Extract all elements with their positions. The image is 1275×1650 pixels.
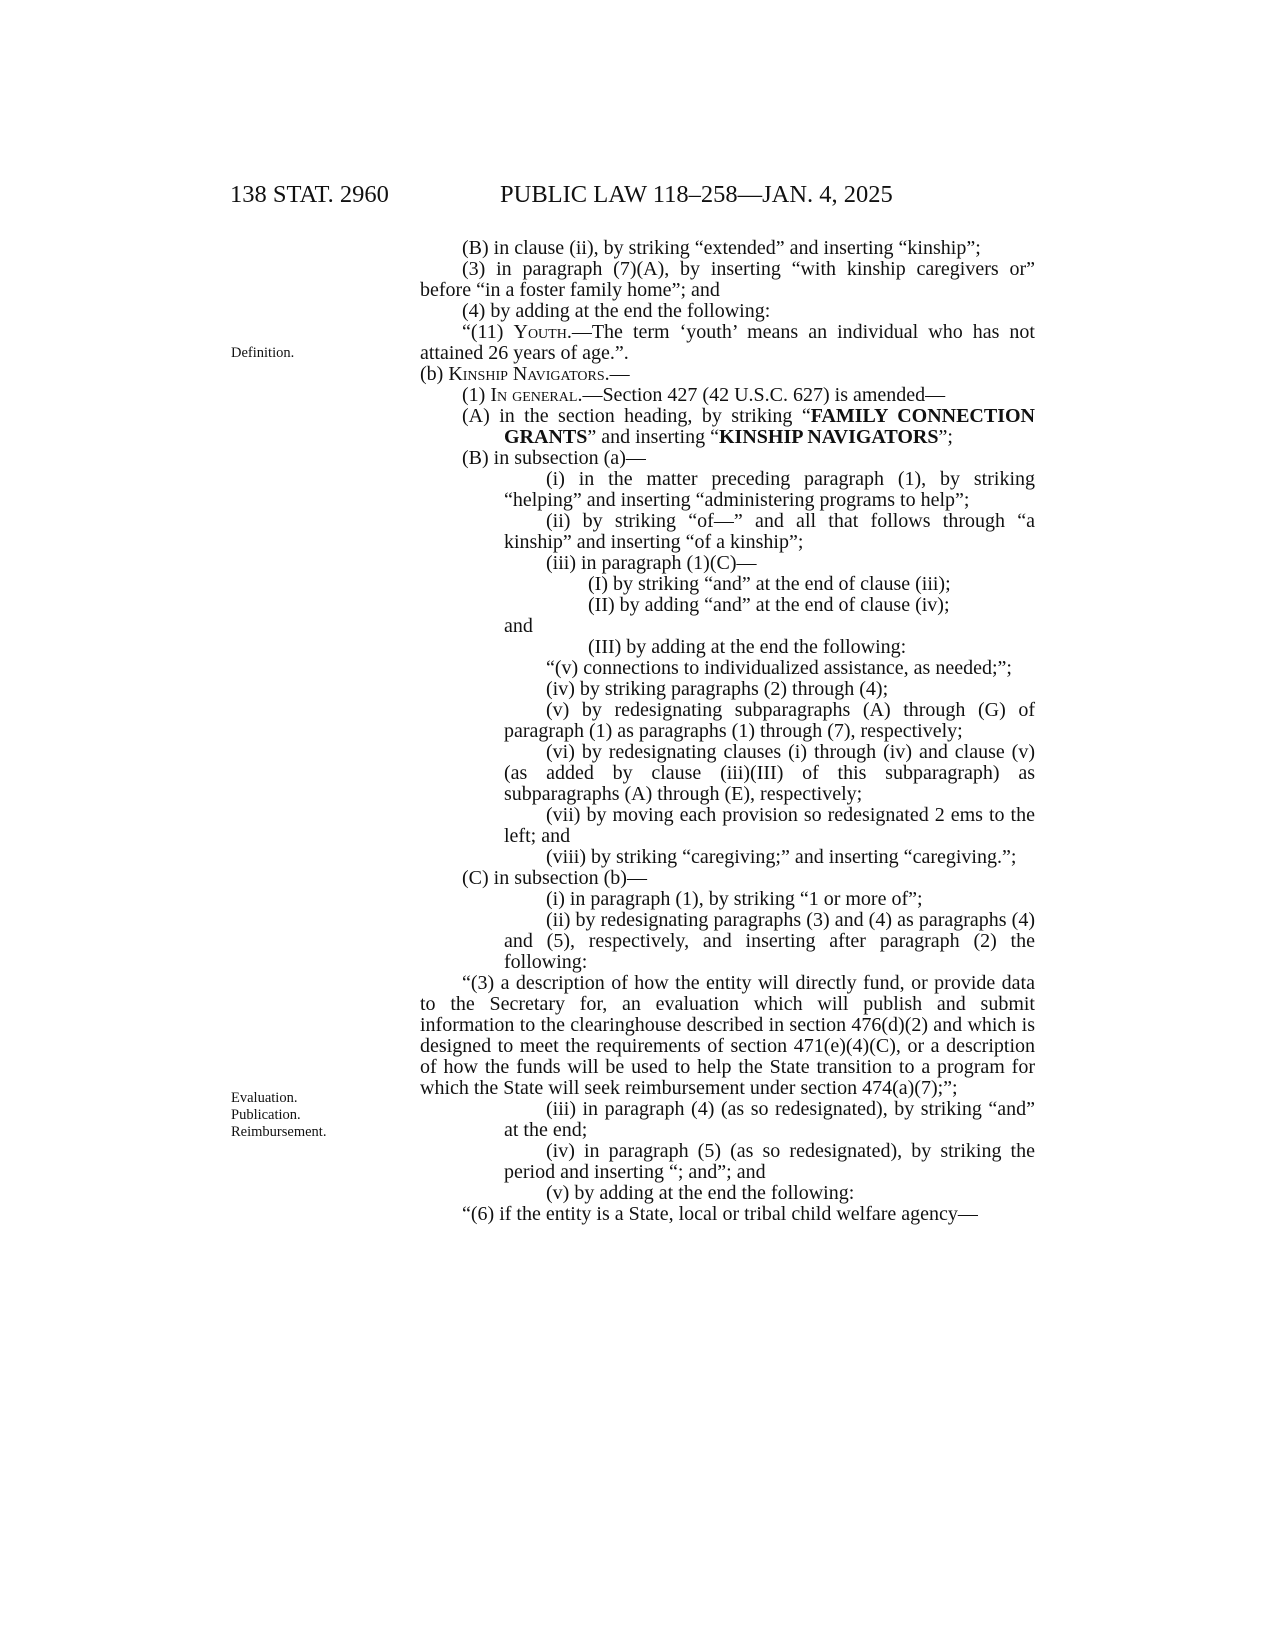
defined-term-heading: Youth: [513, 321, 567, 343]
definition-youth: “(11) Youth.—The term ‘youth’ means an individual who has not attained 26 years of age.”.: [420, 321, 1035, 364]
margin-note-definition: [231, 345, 401, 362]
paragraph-title: In general: [490, 384, 578, 406]
provision: (II) by adding “and” at the end of clause (iv);: [588, 594, 950, 616]
quoted-provision: “(6) if the entity is a State, local or tribal child welfare agency—: [462, 1203, 978, 1225]
margin-note-label: Definition.: [231, 345, 295, 361]
provision: (viii) by striking “caregiving;” and inserting “caregiving.”;: [546, 846, 1017, 868]
provision-continuation: and: [504, 615, 533, 637]
inserted-heading: KINSHIP NAVIGATORS: [718, 426, 939, 448]
provision: (iii) in paragraph (4) (as so redesignated), by striking “and” at the end;: [504, 1098, 1035, 1141]
margin-note-label: Evaluation.: [231, 1090, 298, 1106]
provision: (iii) in paragraph (1)(C)—: [546, 552, 757, 574]
provision: (B) in subsection (a)—: [462, 447, 646, 469]
provision: (v) by adding at the end the following:: [546, 1182, 855, 1204]
provision: (ii) by redesignating paragraphs (3) and (4) as paragraphs (4) and (5), respectively, and inserting after paragraph (2) the following:: [504, 909, 1035, 973]
provision: (iv) in paragraph (5) (as so redesignated), by striking the period and inserting “; and”; and: [504, 1140, 1035, 1183]
provision: (B) in clause (ii), by striking “extended” and inserting “kinship”;: [462, 237, 981, 259]
provision: (iv) by striking paragraphs (2) through (4);: [546, 678, 889, 700]
paragraph-heading: (1) In general.—Section 427 (42 U.S.C. 627) is amended—: [462, 384, 946, 406]
provision: (vi) by redesignating clauses (i) through (iv) and clause (v) (as added by clause (iii)(III) of this subparagraph) as subparagraphs (A) through (E), respectively;: [504, 741, 1035, 805]
provision: (4) by adding at the end the following:: [462, 300, 771, 322]
running-head-title: PUBLIC LAW 118–258—JAN. 4, 2025: [500, 181, 893, 208]
provision: (III) by adding at the end the following:: [588, 636, 907, 658]
margin-note-label: Publication.: [231, 1107, 301, 1124]
subsection-heading: (b) Kinship Navigators.—: [420, 363, 630, 385]
provision: (v) by redesignating subparagraphs (A) through (G) of paragraph (1) as paragraphs (1) through (7), respectively;: [504, 699, 1035, 742]
statute-body: [420, 238, 1035, 1225]
quoted-provision: “(3) a description of how the entity will directly fund, or provide data to the Secretary for, an evaluation which will publish and submit information to the clearinghouse described in section 476(d)(2) and which is designed to meet the requirements of section 471(e)(4)(C), or a description of how the funds will be used to help the State transition to a program for which the State will seek reimbursement under section 474(a)(7);”;: [420, 972, 1035, 1099]
provision: (C) in subsection (b)—: [462, 867, 647, 889]
provision: (3) in paragraph (7)(A), by inserting “with kinship caregivers or” before “in a foster family home”; and: [420, 258, 1035, 301]
quoted-provision: “(v) connections to individualized assistance, as needed;”;: [546, 657, 1012, 679]
provision: (ii) by striking “of—” and all that follows through “a kinship” and inserting “of a kinship”;: [504, 510, 1035, 553]
stat-page-reference: 138 STAT. 2960: [230, 181, 389, 208]
struck-heading: FAMILY CONNECTION GRANTS: [504, 405, 1035, 448]
provision: (i) in the matter preceding paragraph (1), by striking “helping” and inserting “administering programs to help”;: [504, 468, 1035, 511]
provision: (I) by striking “and” at the end of clause (iii);: [588, 573, 951, 595]
margin-note-label: Reimbursement.: [231, 1124, 327, 1141]
margin-note-evaluation: [231, 1090, 401, 1142]
subsection-title: Kinship Navigators: [448, 363, 605, 385]
provision: (A) in the section heading, by striking “FAMILY CONNECTION GRANTS” and inserting “KINSHIP NAVIGATORS”;: [462, 405, 1035, 448]
provision: (i) in paragraph (1), by striking “1 or more of”;: [546, 888, 923, 910]
provision: (vii) by moving each provision so redesignated 2 ems to the left; and: [504, 804, 1035, 847]
